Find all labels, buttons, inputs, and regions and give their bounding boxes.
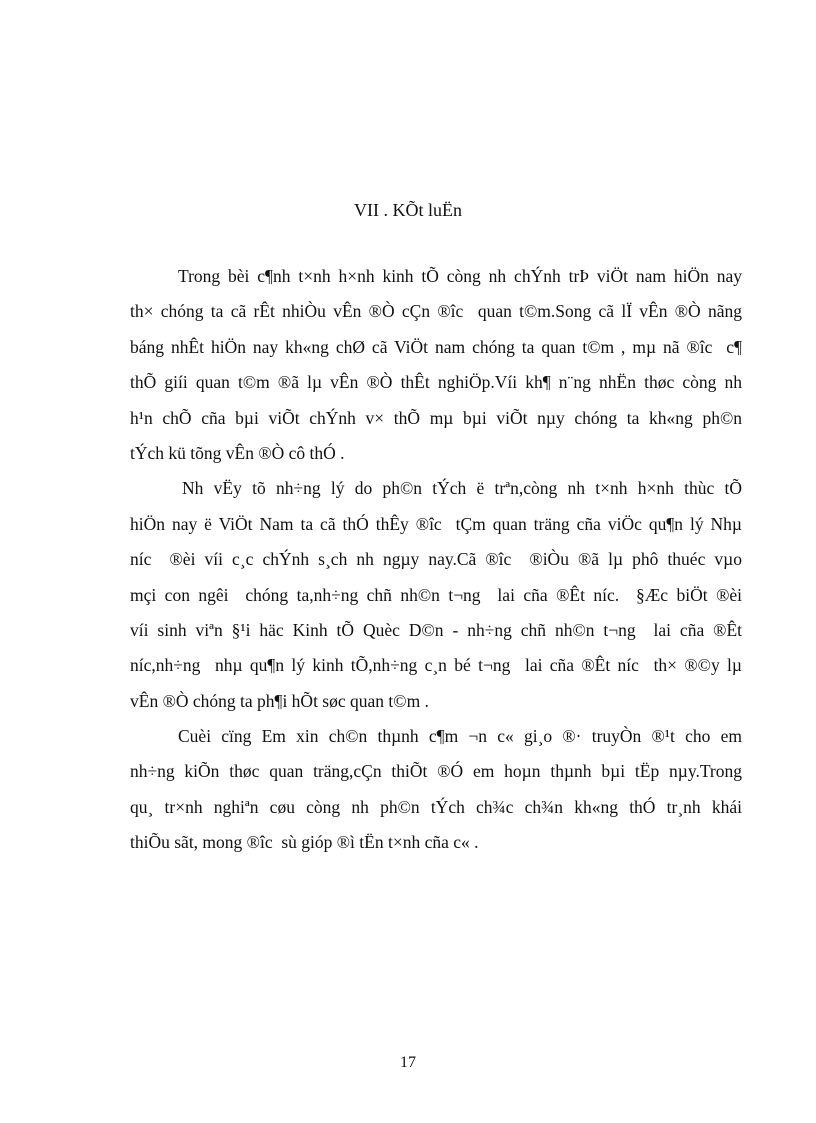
paragraph-line: th× chóng ta cã rÊt nhiÒu vÊn ®Ò cÇn ®îc quan t©m.Song cã lÏ vÊn ®Ò nãng: [130, 301, 742, 322]
paragraph-2: [130, 476, 742, 724]
paragraph-line: víi sinh viªn §¹i häc Kinh tÕ Quèc D©n - nh÷ng chñ nh©n t¬ng lai cña ®Êt: [130, 619, 742, 640]
paragraph-line: mçi con ngêi chóng ta,nh÷ng chñ nh©n t¬ng lai cña ®Êt níc. §Æc biÖt ®èi: [130, 584, 742, 605]
paragraph-line: báng nhÊt hiÖn nay kh«ng chØ cã ViÖt nam chóng ta quan t©m , mµ nã ®îc c¶: [130, 336, 742, 357]
paragraph-line: h¹n chÕ cña bµi viÕt chÝnh v× thÕ mµ bµi viÕt nµy chóng ta kh«ng ph©n: [130, 407, 742, 428]
paragraph-line: nh÷ng kiÕn thøc quan träng,cÇn thiÕt ®Ó em hoµn thµnh bµi tËp nµy.Trong: [130, 761, 742, 782]
paragraph-line: tÝch kü tõng vÊn ®Ò cô thÓ .: [130, 442, 345, 463]
section-title: VII . KÕt luËn: [354, 200, 462, 220]
paragraph-1: [130, 264, 742, 476]
paragraph-line: Trong bèi c¶nh t×nh h×nh kinh tÕ còng nh chÝnh trÞ viÖt nam hiÖn nay: [178, 266, 742, 286]
paragraph-line: níc,nh÷ng nhµ qu¶n lý kinh tÕ,nh÷ng c¸n bé t¬ng lai cña ®Êt níc th× ®©y lµ: [130, 655, 742, 676]
conclusion-body: [130, 264, 742, 866]
paragraph-line: Cuèi cïng Em xin ch©n thµnh c¶m ¬n c« gi¸o ®· truyÒn ®¹t cho em: [178, 726, 742, 747]
paragraph-line: Nh vËy tõ nh÷ng lý do ph©n tÝch ë trªn,còng nh t×nh h×nh thùc tÕ: [182, 478, 742, 499]
page-number: 17: [400, 1054, 416, 1071]
paragraph-line: thiÕu sãt, mong ®îc sù gióp ®ì tËn t×nh cña c« .: [130, 832, 479, 853]
paragraph-line: vÊn ®Ò chóng ta ph¶i hÕt søc quan t©m .: [130, 690, 429, 711]
paragraph-line: hiÖn nay ë ViÖt Nam ta cã thÓ thÊy ®îc tÇm quan träng cña viÖc qu¶n lý Nhµ: [130, 513, 742, 534]
paragraph-3: [130, 724, 742, 866]
paragraph-line: thÕ giíi quan t©m ®ã lµ vÊn ®Ò thÊt nghiÖp.Víi kh¶ n¨ng nhËn thøc còng nh: [130, 372, 742, 393]
paragraph-line: níc ®èi víi c¸c chÝnh s¸ch nh ngµy nay.Cã ®îc ®iÒu ®ã lµ phô thuéc vµo: [130, 549, 742, 570]
paragraph-line: qu¸ tr×nh nghiªn cøu còng nh ph©n tÝch ch¾c ch¾n kh«ng thÓ tr¸nh khái: [130, 796, 742, 817]
